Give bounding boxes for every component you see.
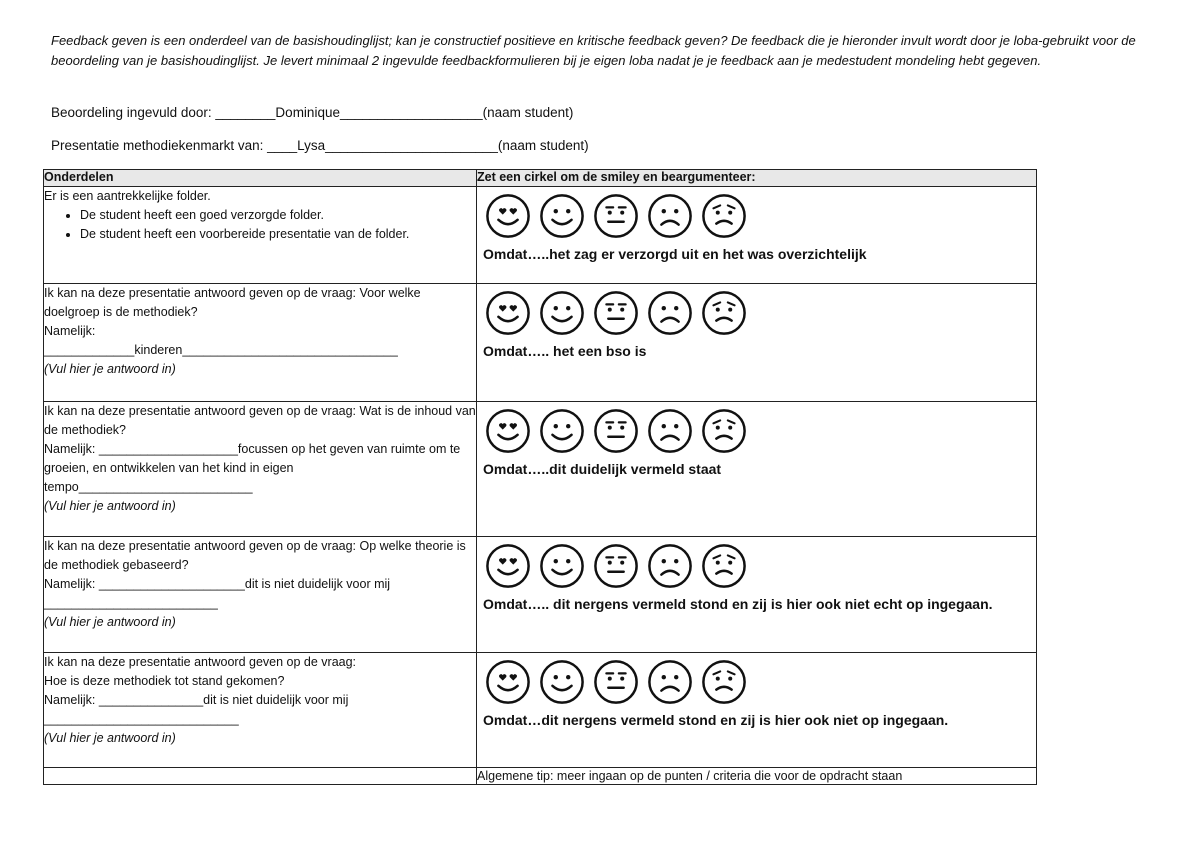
question-cell (44, 653, 477, 768)
answer-hint: (Vul hier je antwoord in) (44, 615, 176, 629)
reason-answer: het zag er verzorgd uit en het was overzichtelijk (549, 246, 867, 262)
rating-cell (477, 402, 1037, 537)
reason-answer: dit nergens vermeld stond en zij is hier ook niet op ingegaan. (541, 712, 949, 728)
happy-face-icon[interactable] (539, 290, 585, 336)
col-header-smiley: Zet een cirkel om de smiley en beargumenteer: (477, 170, 1037, 187)
reason-text (477, 336, 1036, 360)
heart-eyes-face-icon[interactable] (485, 408, 531, 454)
feedback-table (43, 169, 1037, 785)
table-row (44, 187, 1037, 284)
reason-answer: dit nergens vermeld stond en zij is hier ook niet echt op ingegaan. (549, 596, 993, 612)
worried-face-icon[interactable] (701, 408, 747, 454)
table-row (44, 653, 1037, 768)
reason-lead: Omdat….. (483, 596, 550, 612)
answer-hint: (Vul hier je antwoord in) (44, 499, 176, 513)
reason-lead: Omdat….. (483, 246, 550, 262)
intro-text: Feedback geven is een onderdeel van de basishoudinglijst; kan je constructief positieve en kritische feedback geven? De feedback die je hieronder invult wordt door je loba-gebruikt voor de beoordeling van je basishoudinglijst. Je levert minimaal 2 ingevulde feedbackformulieren bij je eigen loba nadat je je feedback aan je medestudent mondeling hebt gegeven. (51, 33, 1136, 68)
question-line: ____________________________ (44, 712, 239, 726)
smiley-scale (477, 537, 1036, 589)
table-row (44, 537, 1037, 653)
answer-hint: (Vul hier je antwoord in) (44, 362, 176, 376)
question-line: Ik kan na deze presentatie antwoord geven op de vraag: Wat is de inhoud van de methodiek? (44, 404, 476, 437)
neutral-face-icon[interactable] (593, 543, 639, 589)
table-body (44, 187, 1037, 768)
neutral-face-icon[interactable] (593, 193, 639, 239)
sad-face-icon[interactable] (647, 193, 693, 239)
criteria-item: • De student heeft een goed verzorgde folder. (80, 206, 476, 225)
sad-face-icon[interactable] (647, 543, 693, 589)
reason-lead: Omdat… (483, 712, 542, 728)
question-cell (44, 187, 477, 284)
smiley-scale (477, 284, 1036, 336)
question-line: Er is een aantrekkelijke folder. (44, 189, 211, 203)
smiley-scale (477, 653, 1036, 705)
worried-face-icon[interactable] (701, 659, 747, 705)
reason-lead: Omdat….. (483, 343, 550, 359)
rating-cell (477, 284, 1037, 402)
worried-face-icon[interactable] (701, 193, 747, 239)
sad-face-icon[interactable] (647, 659, 693, 705)
worried-face-icon[interactable] (701, 543, 747, 589)
reason-text (477, 239, 1036, 263)
question-line: Ik kan na deze presentatie antwoord geven op de vraag: Voor welke doelgroep is de methodiek? (44, 286, 421, 319)
table-row (44, 284, 1037, 402)
question-line: Namelijk: ____________________focussen op het geven van ruimte om te groeien, en ontwikkelen van het kind in eigen tempo_________________________ (44, 442, 461, 494)
rating-cell (477, 187, 1037, 284)
heart-eyes-face-icon[interactable] (485, 290, 531, 336)
sad-face-icon[interactable] (647, 408, 693, 454)
neutral-face-icon[interactable] (593, 659, 639, 705)
col-header-onderdelen: Onderdelen (44, 170, 477, 187)
question-cell (44, 402, 477, 537)
happy-face-icon[interactable] (539, 543, 585, 589)
heart-eyes-face-icon[interactable] (485, 543, 531, 589)
table-header-row (44, 170, 1037, 187)
question-cell (44, 284, 477, 402)
question-cell (44, 537, 477, 653)
neutral-face-icon[interactable] (593, 290, 639, 336)
rating-cell (477, 537, 1037, 653)
heart-eyes-face-icon[interactable] (485, 193, 531, 239)
question-line: Ik kan na deze presentatie antwoord geven op de vraag: (44, 655, 357, 669)
question-line: Hoe is deze methodiek tot stand gekomen? (44, 674, 285, 688)
reason-lead: Omdat….. (483, 461, 550, 477)
happy-face-icon[interactable] (539, 408, 585, 454)
criteria-list (44, 206, 476, 244)
general-tip: Algemene tip: meer ingaan op de punten / criteria die voor de opdracht staan (477, 768, 1037, 785)
reason-text (477, 454, 1036, 478)
question-line: _____________kinderen_______________________________ (44, 343, 398, 357)
question-line: Namelijk: _____________________dit is niet duidelijk voor mij (44, 577, 391, 591)
happy-face-icon[interactable] (539, 193, 585, 239)
reason-text (477, 589, 1036, 613)
reason-text (477, 705, 1036, 729)
heart-eyes-face-icon[interactable] (485, 659, 531, 705)
answer-hint: (Vul hier je antwoord in) (44, 731, 176, 745)
smiley-scale (477, 187, 1036, 239)
question-line: Namelijk: _______________dit is niet duidelijk voor mij (44, 693, 349, 707)
table-row (44, 402, 1037, 537)
assessed-by-line: Beoordeling ingevuld door: ________Dominique___________________(naam student) (51, 105, 574, 120)
reason-answer: dit duidelijk vermeld staat (549, 461, 722, 477)
criteria-item: • De student heeft een voorbereide presentatie van de folder. (80, 225, 476, 244)
neutral-face-icon[interactable] (593, 408, 639, 454)
reason-answer: het een bso is (549, 343, 647, 359)
worried-face-icon[interactable] (701, 290, 747, 336)
question-line: Namelijk: (44, 324, 96, 338)
question-line: Ik kan na deze presentatie antwoord geven op de vraag: Op welke theorie is de methodiek gebaseerd? (44, 539, 466, 572)
rating-cell (477, 653, 1037, 768)
presentation-of-line: Presentatie methodiekenmarkt van: ____Lysa_______________________(naam student) (51, 138, 589, 153)
tip-empty-cell (44, 768, 477, 785)
question-line: _________________________ (44, 596, 218, 610)
sad-face-icon[interactable] (647, 290, 693, 336)
happy-face-icon[interactable] (539, 659, 585, 705)
smiley-scale (477, 402, 1036, 454)
tip-row (44, 768, 1037, 785)
